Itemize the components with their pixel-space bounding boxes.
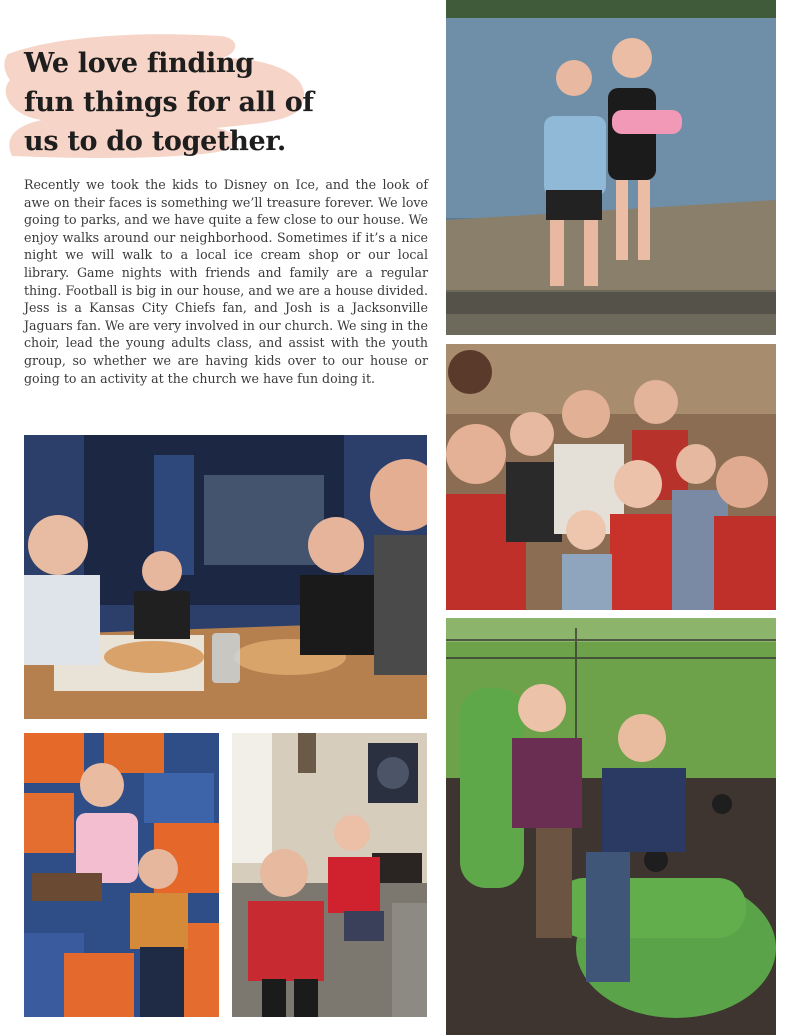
photo-kids-in-lake <box>446 0 776 335</box>
page-heading <box>24 44 324 161</box>
photo-family-selfie <box>446 344 776 610</box>
photo-kids-on-couch <box>232 733 427 1017</box>
heading-line-1: We love finding <box>24 48 254 79</box>
photo-pizza-restaurant <box>24 435 427 719</box>
photo-playground-rider <box>446 618 776 1035</box>
heading-line-3: us to do together. <box>24 126 286 157</box>
photo-foam-block-pit <box>24 733 219 1017</box>
body-paragraph: Recently we took the kids to Disney on Ice, and the look of awe on their faces is something we’ll treasure forever. We love going to parks, and we have quite a few close to our house. We enjoy walks around our neighborhood. Sometimes if it’s a nice night we will walk to a local ice cream shop or our local library. Game nights with friends and family are a regular thing. Football is big in our house, and we are a house divided. Jess is a Kansas City Chiefs fan, and Josh is a Jacksonville Jaguars fan. We are very involved in our church. We sing in the choir, lead the young adults class, and assist with the youth group, so whether we are having kids over to our house or going to an activity at the church we have fun doing it. <box>24 177 428 386</box>
heading-line-2: fun things for all of <box>24 87 314 118</box>
